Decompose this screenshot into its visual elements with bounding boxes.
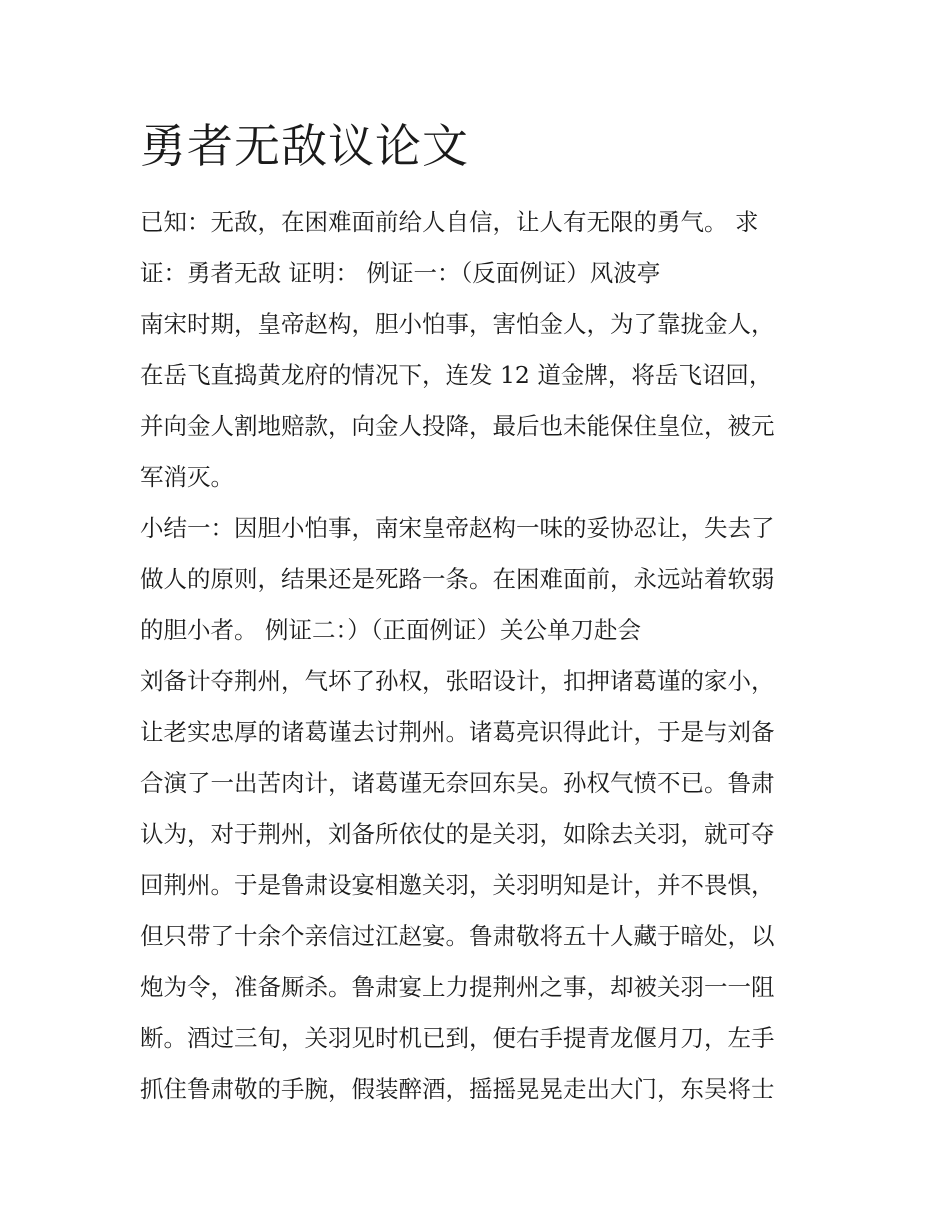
text-line: 认为，对于荆州，刘备所依仗的是关羽，如除去关羽，就可夺 — [140, 820, 775, 848]
text-line: 炮为令，准备厮杀。鲁肃宴上力提荆州之事，却被关羽一一阻 — [140, 973, 775, 1001]
text-line: 抓住鲁肃敬的手腕，假装醉酒，摇摇晃晃走出大门，东吴将士 — [140, 1075, 775, 1103]
text-line: 但只带了十余个亲信过江赵宴。鲁肃敬将五十人藏于暗处，以 — [140, 922, 775, 950]
text-line: 在岳飞直捣黄龙府的情况下，连发 12 道金牌，将岳飞诏回， — [140, 361, 773, 389]
text-line: 的胆小者。 例证二：）（正面例证）关公单刀赴会 — [140, 616, 641, 644]
text-line: 刘备计夺荆州，气坏了孙权，张昭设计，扣押诸葛谨的家小， — [140, 667, 775, 695]
text-line: 断。酒过三旬，关羽见时机已到，便右手提青龙偃月刀，左手 — [140, 1024, 775, 1052]
text-line: 小结一：因胆小怕事，南宋皇帝赵构一味的妥协忍让，失去了 — [140, 514, 775, 542]
document-body — [140, 197, 820, 1115]
text-line: 让老实忠厚的诸葛谨去讨荆州。诸葛亮识得此计，于是与刘备 — [140, 718, 775, 746]
text-line: 并向金人割地赔款，向金人投降，最后也未能保住皇位，被元 — [140, 412, 775, 440]
text-line: 做人的原则，结果还是死路一条。在困难面前，永远站着软弱 — [140, 565, 775, 593]
text-line: 证：勇者无敌 证明： 例证一：（反面例证）风波亭 — [140, 259, 661, 287]
text-line: 合演了一出苦肉计，诸葛谨无奈回东吴。孙权气愤不已。鲁肃 — [140, 769, 775, 797]
text-line: 已知：无敌，在困难面前给人自信，让人有无限的勇气。 求 — [140, 208, 759, 236]
document-title: 勇者无敌议论文 — [140, 119, 469, 173]
text-line: 南宋时期，皇帝赵构，胆小怕事，害怕金人，为了靠拢金人， — [140, 310, 775, 338]
text-line: 回荆州。于是鲁肃设宴相邀关羽，关羽明知是计，并不畏惧， — [140, 871, 775, 899]
text-line: 军消灭。 — [140, 463, 234, 491]
